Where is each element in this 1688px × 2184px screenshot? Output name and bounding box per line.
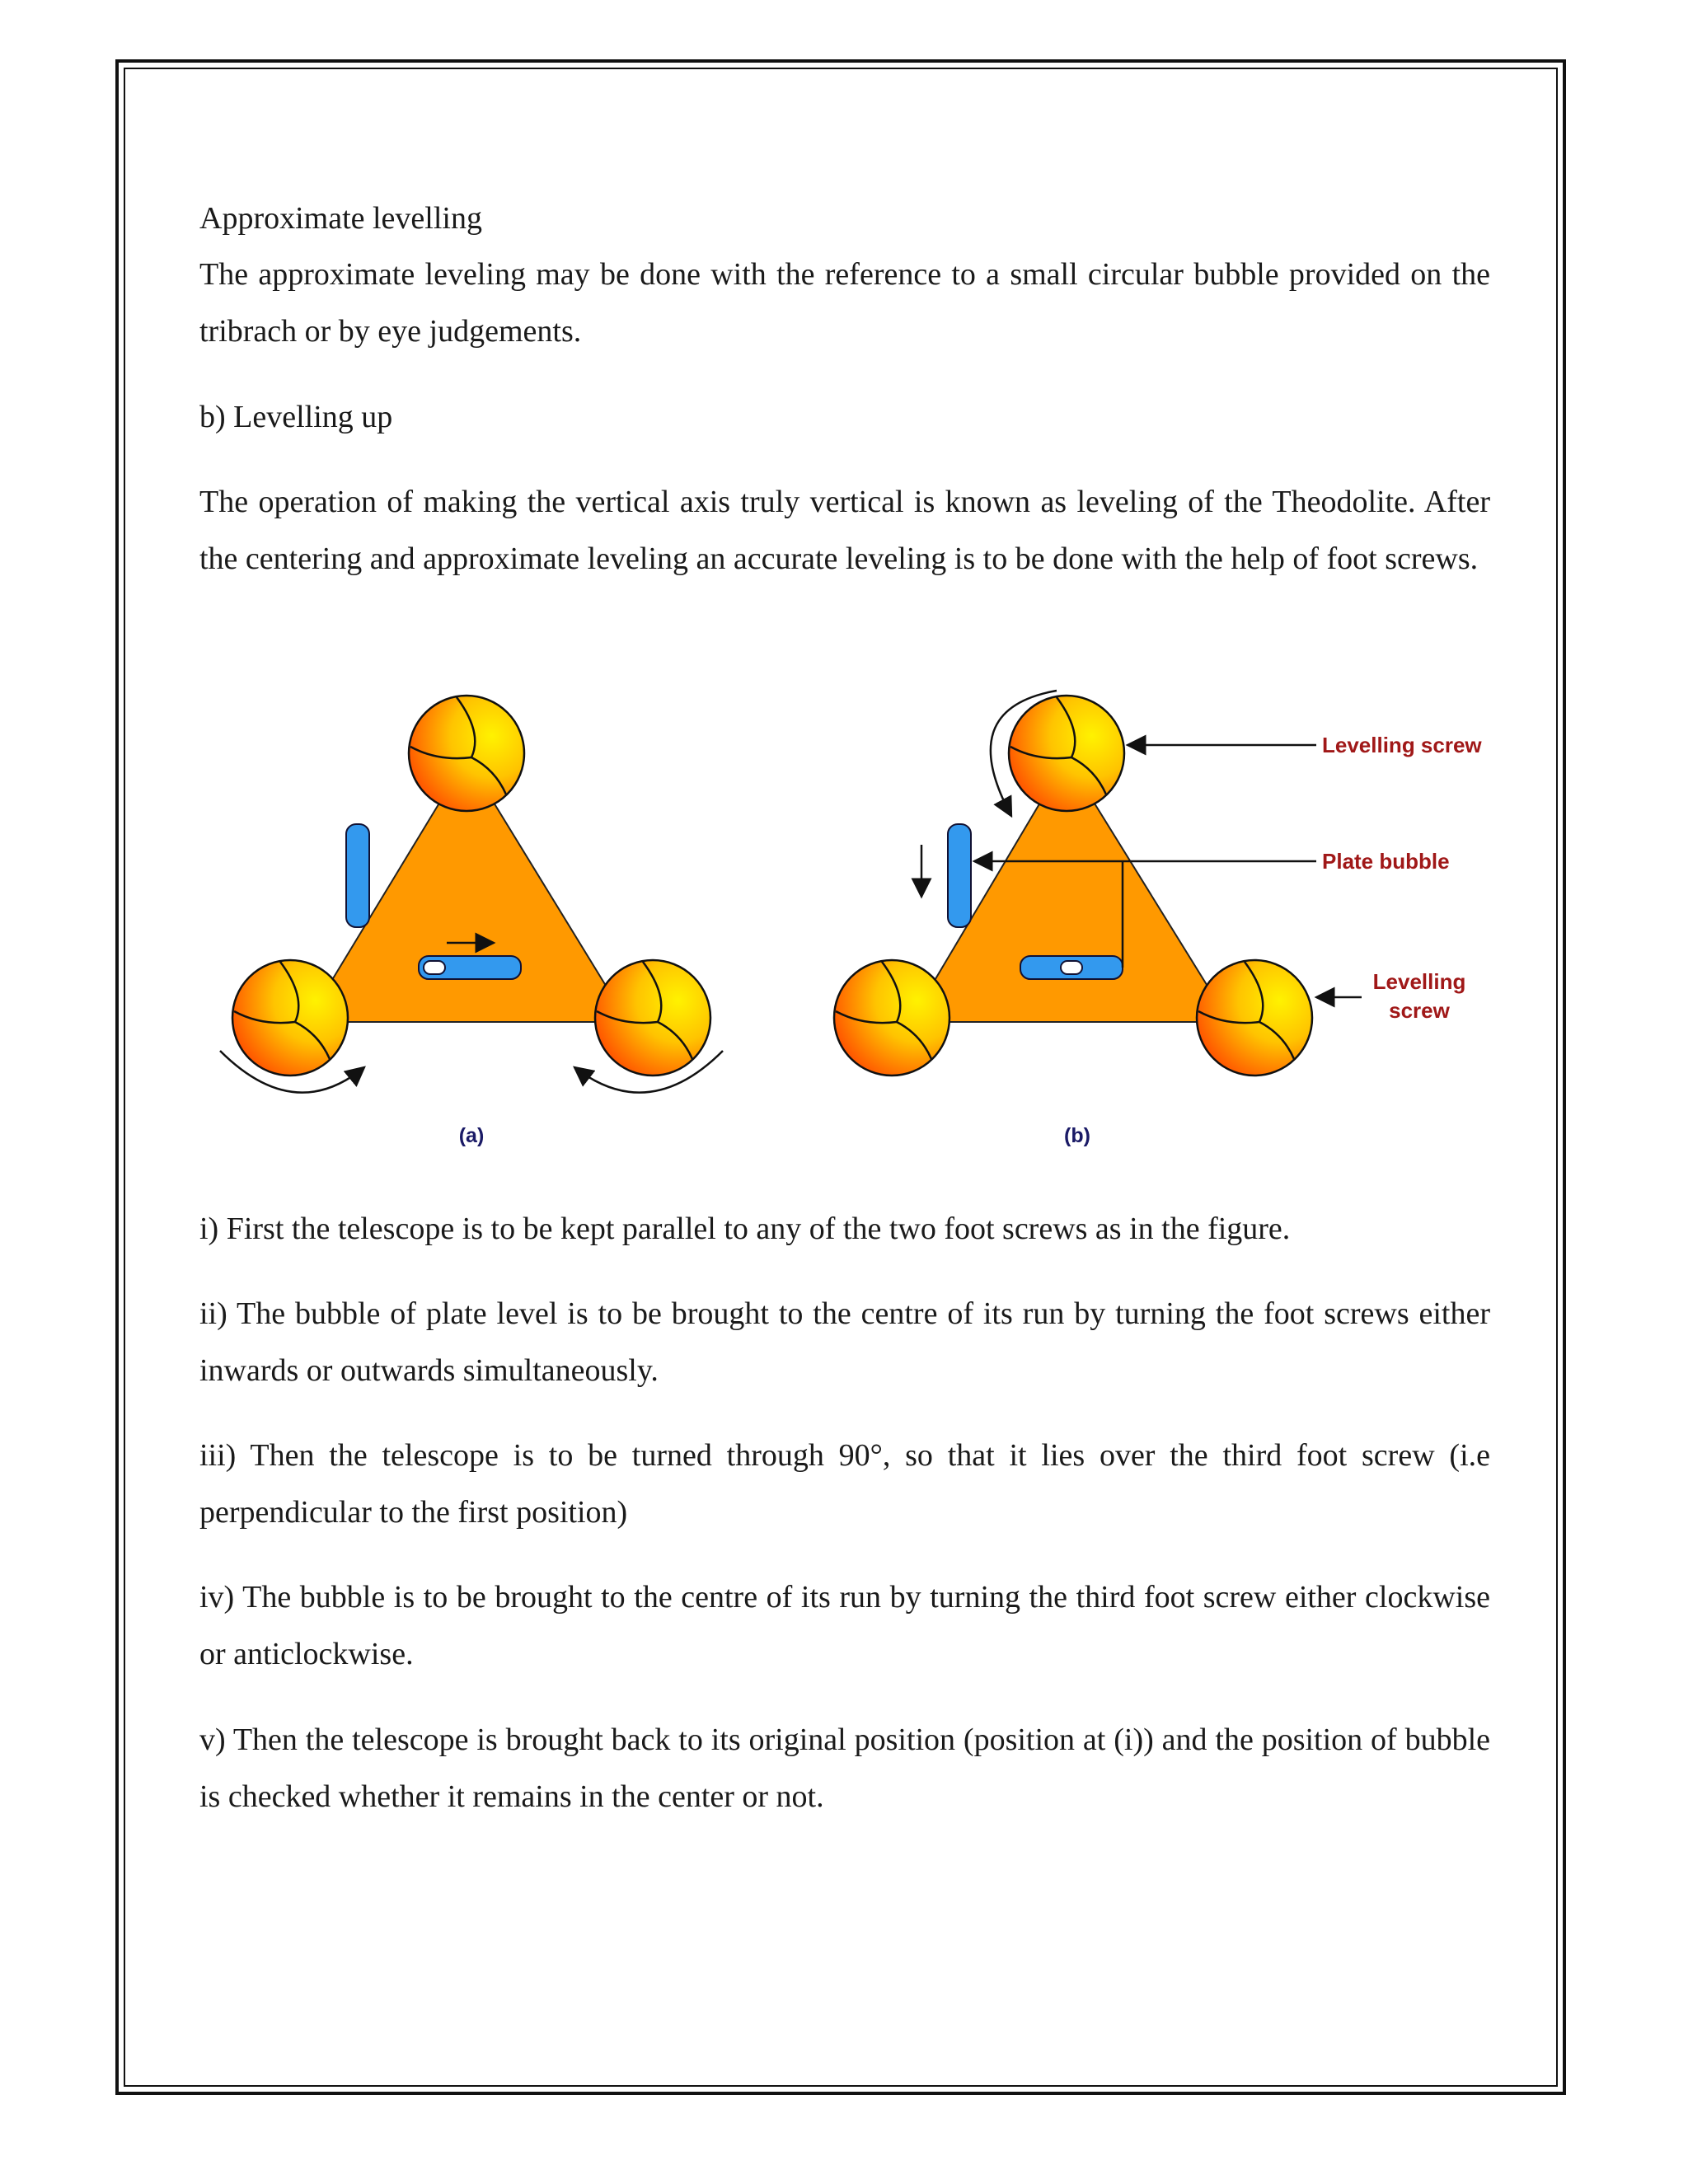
- paragraph-levelling-up: The operation of making the vertical axis truly vertical is known as leveling of the Theodolite. After the centering and approximate leveling an accurate leveling is to be done with the help of foot screws.: [199, 485, 1490, 576]
- levelling-screw-right-a: [595, 960, 710, 1076]
- paragraph-approximate-levelling: The approximate leveling may be done with the reference to a small circular bubble provided on the tribrach or by eye judgements.: [199, 257, 1490, 349]
- figure-b-label: (b): [1064, 1124, 1090, 1147]
- step-1: i) First the telescope is to be kept parallel to any of the two foot screws as in the figure.: [199, 1212, 1291, 1246]
- plate-bubble-vertical-b: [948, 824, 971, 927]
- figure-a-label: (a): [458, 1124, 485, 1147]
- figure-b: [834, 691, 1482, 1147]
- plate-bubble-vertical-a: [346, 824, 369, 927]
- label-plate-bubble: Plate bubble: [1322, 849, 1450, 874]
- levelling-screw-right-b: [1197, 960, 1312, 1076]
- levelling-screw-top-a: [409, 696, 524, 811]
- bubble-a: [424, 961, 445, 974]
- heading-approximate-levelling: Approximate levelling: [199, 201, 482, 236]
- heading-levelling-up: b) Levelling up: [199, 400, 393, 434]
- levelling-screw-left-a: [232, 960, 348, 1076]
- levelling-screw-left-b: [834, 960, 950, 1076]
- levelling-figure: [199, 676, 1490, 1170]
- label-levelling-screw-top: Levelling screw: [1322, 733, 1482, 757]
- step-2: ii) The bubble of plate level is to be brought to the centre of its run by turning the foot screws either inwards or outwards simultaneously.: [199, 1296, 1490, 1388]
- bubble-b: [1061, 961, 1082, 974]
- step-3: iii) Then the telescope is to be turned through 90°, so that it lies over the third foot screw (i.e perpendicular to the first position): [199, 1438, 1490, 1530]
- label-levelling-screw-right-line2: screw: [1389, 998, 1450, 1023]
- levelling-screw-top-b: [1009, 696, 1124, 811]
- step-4: iv) The bubble is to be brought to the centre of its run by turning the third foot screw either clockwise or anticlockwise.: [199, 1580, 1490, 1671]
- figure-a: [220, 696, 723, 1147]
- step-5: v) Then the telescope is brought back to its original position (position at (i)) and the position of bubble is checked whether it remains in the center or not.: [199, 1722, 1490, 1814]
- label-levelling-screw-right-line1: Levelling: [1372, 969, 1466, 994]
